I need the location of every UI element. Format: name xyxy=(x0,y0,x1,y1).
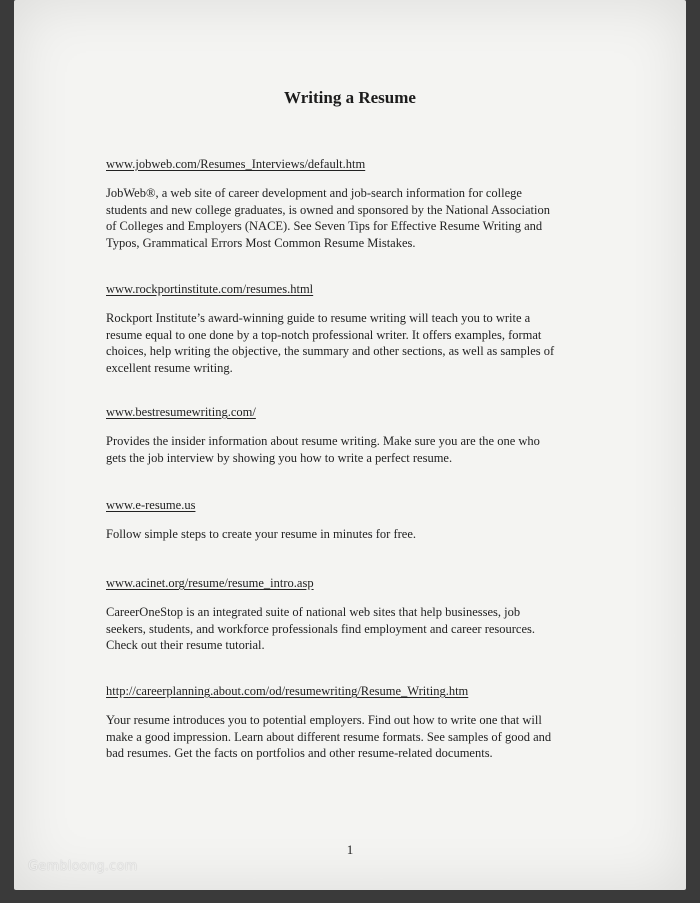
description-line: Typos, Grammatical Errors Most Common Resume Mistakes. xyxy=(106,235,416,250)
resource-description xyxy=(106,310,606,376)
description-line: Rockport Institute’s award-winning guide to resume writing will teach you to write a xyxy=(106,311,531,325)
resource-link[interactable]: www.e-resume.us xyxy=(106,498,196,512)
resource-entry-bestresumewriting xyxy=(106,403,606,466)
description-line: students and new college graduates, is owned and sponsored by the National Association xyxy=(106,202,551,217)
resource-entry-acinet xyxy=(106,574,606,654)
resource-description xyxy=(106,185,606,251)
description-line: seekers, students, and workforce professionals find employment and career resources. xyxy=(106,621,536,636)
resource-description xyxy=(106,604,606,654)
description-line: Your resume introduces you to potential employers. Find out how to write one that will xyxy=(106,713,542,727)
document-page xyxy=(14,0,686,890)
description-line: resume equal to one done by a top-notch professional writer. It offers examples, format xyxy=(106,327,542,342)
resource-link[interactable]: www.jobweb.com/Resumes_Interviews/default.htm xyxy=(106,157,366,171)
description-line: choices, help writing the objective, the summary and other sections, as well as samples of xyxy=(106,344,555,358)
description-line: of Colleges and Employers (NACE). See Seven Tips for Effective Resume Writing and xyxy=(106,219,543,233)
resource-description xyxy=(106,712,606,762)
description-line: CareerOneStop is an integrated suite of national web sites that help businesses, job xyxy=(106,605,521,619)
description-line: bad resumes. Get the facts on portfolios and other resume-related documents. xyxy=(106,746,493,760)
resource-entry-careerplanning xyxy=(106,682,606,762)
resource-link[interactable]: www.bestresumewriting.com/ xyxy=(106,405,256,419)
resource-entry-rockport xyxy=(106,280,606,376)
description-line: excellent resume writing. xyxy=(106,360,233,375)
resource-link[interactable]: http://careerplanning.about.com/od/resumewriting/Resume_Writing.htm xyxy=(106,684,469,698)
page-title: Writing a Resume xyxy=(284,88,416,107)
page-number: 1 xyxy=(346,842,354,857)
description-line: gets the job interview by showing you how to write a perfect resume. xyxy=(106,450,453,465)
resource-entry-jobweb xyxy=(106,155,606,251)
resource-link[interactable]: www.acinet.org/resume/resume_intro.asp xyxy=(106,576,314,590)
resource-entry-e-resume xyxy=(106,496,606,543)
resource-description xyxy=(106,526,606,543)
resource-link[interactable]: www.rockportinstitute.com/resumes.html xyxy=(106,282,314,296)
description-line: Provides the insider information about resume writing. Make sure you are the one who xyxy=(106,434,540,448)
description-line: make a good impression. Learn about different resume formats. See samples of good and xyxy=(106,729,552,744)
description-line: JobWeb®, a web site of career development and job-search information for college xyxy=(106,186,522,200)
description-line: Follow simple steps to create your resume in minutes for free. xyxy=(106,527,416,541)
resource-description xyxy=(106,433,606,466)
description-line: Check out their resume tutorial. xyxy=(106,638,265,652)
watermark-text: Gembloong.com xyxy=(28,859,138,874)
